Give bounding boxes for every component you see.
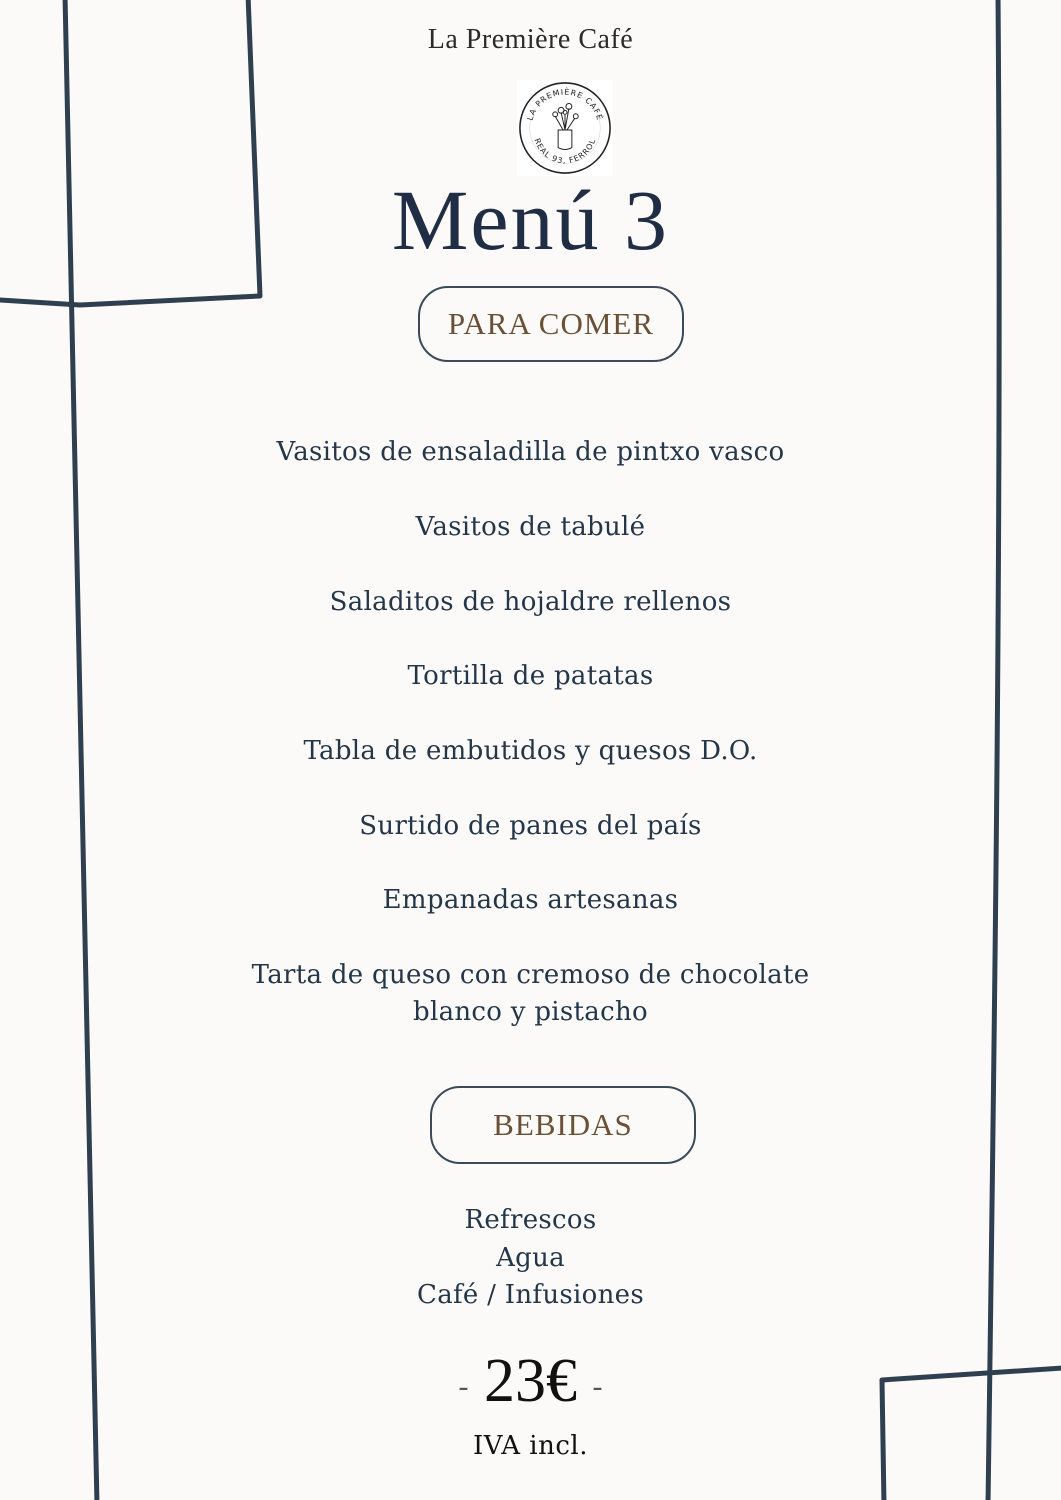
- drink-item: Refrescos: [464, 1205, 597, 1235]
- cafe-name: La Première Café: [427, 24, 634, 55]
- price-value: 23€: [484, 1347, 577, 1415]
- svg-text:LA PREMIÈRE CAFÉ: LA PREMIÈRE CAFÉ: [525, 87, 605, 122]
- menu-title: Menú 3: [391, 172, 670, 268]
- tax-note: IVA incl.: [472, 1431, 589, 1461]
- cafe-logo: [516, 79, 614, 177]
- menu-item: Saladitos de hojaldre rellenos: [329, 587, 732, 617]
- menu-item: Tortilla de patatas: [407, 661, 654, 691]
- menu-item: Tarta de queso con cremoso de chocolate: [251, 960, 810, 990]
- menu-item: Empanadas artesanas: [382, 885, 679, 915]
- section-header-bebidas: BEBIDAS: [430, 1086, 696, 1164]
- menu-item: Vasitos de ensaladilla de pintxo vasco: [276, 437, 785, 467]
- drink-item: Agua: [496, 1243, 565, 1273]
- menu-item: Surtido de panes del país: [359, 811, 702, 841]
- menu-item: Vasitos de tabulé: [415, 512, 646, 542]
- drink-item: Café / Infusiones: [417, 1280, 644, 1310]
- section-header-para-comer: PARA COMER: [418, 286, 684, 362]
- svg-text:REAL 93, FERROL: REAL 93, FERROL: [532, 137, 598, 166]
- menu-item: Tabla de embutidos y quesos D.O.: [303, 736, 758, 766]
- price: [0, 1346, 1061, 1417]
- menu-item: blanco y pistacho: [413, 997, 648, 1027]
- price-dash-left: -: [458, 1369, 469, 1403]
- price-dash-right: -: [592, 1369, 603, 1403]
